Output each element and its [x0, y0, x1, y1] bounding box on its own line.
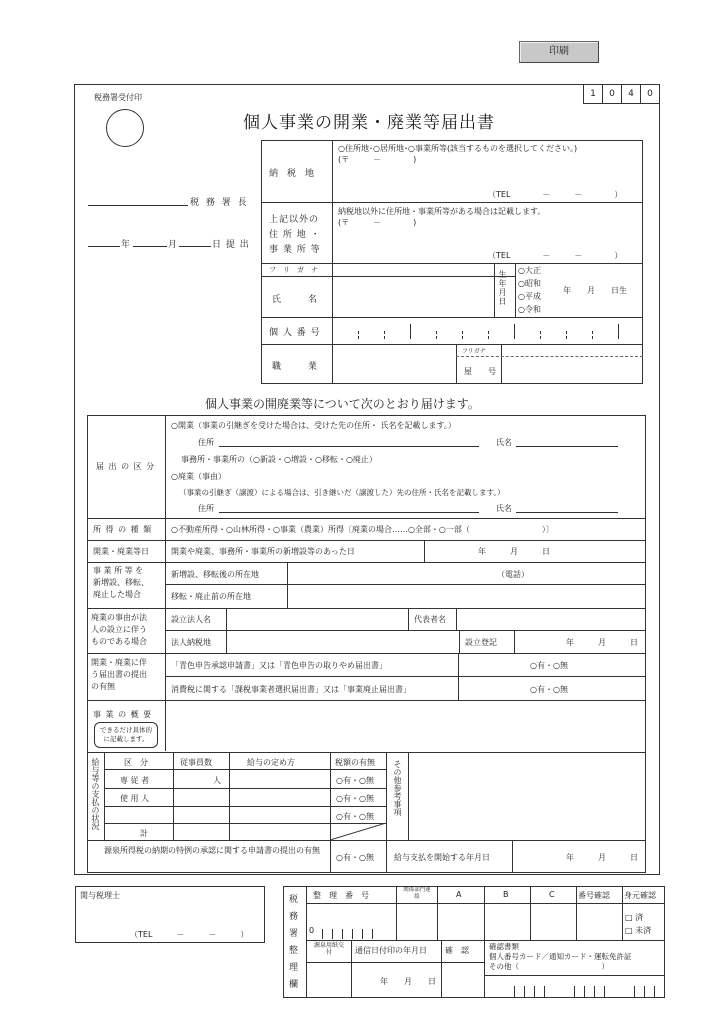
form-number-digit: 4 [621, 85, 640, 103]
shop-label: 屋 号 [464, 367, 496, 376]
date-text: 開業や廃業、事務所・事業所の新増設等のあった日 [171, 547, 355, 556]
cell-divider [330, 840, 331, 873]
row-total: 計 [140, 829, 148, 838]
salary-side-label: 給与等の支払の状況 [91, 758, 100, 830]
open-name-label: 氏名 [496, 438, 512, 447]
salary-divider [229, 752, 230, 840]
special-yes-no[interactable]: ○有・○無 [336, 853, 374, 862]
mynumber-label: 個 人 番 号 [269, 328, 321, 338]
row-line [104, 806, 386, 807]
era-taisho[interactable]: ○大正 [518, 266, 541, 275]
move-label-3: 廃止した場合 [93, 590, 141, 599]
number-check-label: 番号確認 [578, 891, 610, 900]
cell-divider [226, 608, 227, 653]
job-divider [456, 344, 457, 384]
corp-reg-label: 設立登記 [465, 638, 497, 647]
docs-label [91, 657, 147, 693]
other-label-2: 住 所 地 ・ [269, 230, 321, 240]
start-ymd[interactable]: 年 月 日 [566, 853, 638, 862]
row-line [87, 540, 646, 541]
row-family: 専 従 者 [120, 776, 150, 785]
docs-label-1: 開業・廃業に伴 [91, 658, 147, 667]
submit-year-field[interactable] [88, 246, 120, 247]
birth-label: 生年月日 [498, 270, 507, 306]
docs-check-other[interactable]: その他（ ） [489, 962, 609, 971]
col-b: B [503, 890, 509, 899]
family-tax-option[interactable]: ○有・○無 [336, 776, 374, 785]
docs-1-yes-no[interactable]: ○有・○無 [530, 661, 568, 670]
other-label-1: 上記以外の [269, 215, 320, 225]
print-button[interactable]: 印刷 [519, 41, 599, 63]
form-number-digit: 0 [602, 85, 621, 103]
kankei-label: 関係部門連 絡 [403, 887, 442, 900]
kakunin-label: 確 認 [445, 946, 469, 955]
row-line [87, 562, 646, 563]
close-option[interactable]: ○廃業（事由） [171, 472, 226, 481]
corp-name-label: 設立法人名 [171, 615, 211, 624]
era-reiwa[interactable]: ○令和 [518, 305, 541, 314]
row-line [306, 962, 484, 963]
submit-month-field[interactable] [133, 246, 167, 247]
corp-label [91, 612, 147, 648]
special-label: 源泉所得税の納期の特例の承認に関する申請書の提出の有無 [104, 846, 320, 855]
birth-divider [515, 263, 516, 317]
move-label [93, 565, 149, 601]
start-label: 給与支払を開始する年月日 [394, 853, 490, 862]
other-tel[interactable]: （TEL － － ） [488, 251, 623, 260]
income-options[interactable]: ○不動産所得・○山林所得・○事業（農業）所得〔廃業の場合……○全部・○一部（ ）〕 [171, 525, 554, 534]
other-ref-label: その他参考事項 [393, 760, 402, 816]
income-label: 所 得 の 種 類 [93, 525, 153, 534]
row-line [87, 518, 646, 519]
move-label-2: 新増設、移転、 [93, 578, 149, 587]
youshi-label: 源泉用紙交 付 [313, 942, 357, 956]
move-label-1: 事 業 所 等 を [93, 566, 144, 575]
employee-tax-option[interactable]: ○有・○無 [336, 794, 374, 803]
cell-divider [408, 608, 409, 630]
seiri-number-field[interactable] [318, 921, 388, 939]
submit-day-label: 日 提 出 [212, 240, 250, 250]
office-col-char: 署 [289, 929, 299, 939]
era-list[interactable] [518, 264, 541, 316]
cell-divider [622, 886, 623, 940]
place-postal[interactable]: (〒 － ) [338, 155, 417, 164]
close-note: （事業の引継ぎ（譲渡）による場合は、引き継いだ（譲渡した）先の住所・氏名を記載します。） [179, 488, 505, 497]
id-check-undone[interactable]: □ 未済 [625, 926, 652, 935]
blank-tax-option[interactable]: ○有・○無 [336, 812, 374, 821]
birth-ymd[interactable]: 年 月 日生 [563, 286, 627, 295]
move-phone[interactable]: （電話） [497, 570, 529, 579]
id-check-done[interactable]: □ 済 [625, 913, 644, 922]
taxpayer-block [261, 140, 643, 384]
row-line [306, 903, 665, 904]
corp-label-3: ものである場合 [91, 637, 147, 646]
open-option[interactable]: ○開業（事業の引継ぎを受けた場合は、受けた先の住所・ 氏名を記載します。） [171, 421, 456, 430]
other-note: 納税地以外に住所地・事業所等がある場合は記載します。 [338, 207, 546, 216]
move-old-label: 移転・廃止前の所在地 [171, 592, 251, 601]
row-line [165, 630, 646, 631]
shop-furigana-line [456, 356, 643, 357]
place-label: 納 税 地 [269, 169, 315, 179]
row-line [165, 676, 646, 677]
job-divider [501, 344, 502, 384]
summary-note: できるだけ具体的に記載します。 [94, 722, 158, 748]
submit-month-label: 月 [168, 240, 178, 250]
place-options[interactable]: ○住所地･○居所地･○事業所等(該当するものを選択してください。) [338, 144, 578, 153]
office-name-field[interactable] [88, 205, 188, 206]
seiri-label: 整 理 番 号 [313, 891, 369, 900]
docs-check-list: 個人番号カード／通知カード・運転免許証 [489, 952, 632, 961]
close-address-label: 住所 [198, 504, 214, 513]
col-kubun: 区 分 [124, 758, 148, 767]
office-change-options[interactable]: 事務所・事業所の（○新設・○増設・○移転・○廃止） [181, 455, 377, 464]
cell-divider [386, 840, 387, 873]
col-count: 従事員数 [180, 758, 212, 767]
docs-label-2: う届出書の提出 [91, 670, 147, 679]
open-name-field[interactable] [516, 446, 618, 447]
other-label-3: 事 業 所 等 [269, 245, 321, 255]
name-label: 氏 名 [272, 295, 318, 305]
cell-divider [512, 840, 513, 873]
tsushin-label: 通信日付印の年月日 [355, 946, 427, 955]
open-address-field[interactable] [219, 446, 479, 447]
corp-label-1: 廃業の事由が法 [91, 613, 147, 622]
row-employee: 使 用 人 [120, 794, 150, 803]
office-col-label [289, 892, 298, 994]
row-line [261, 202, 643, 203]
docs-label-3: の有無 [91, 682, 115, 691]
row-line [165, 584, 646, 585]
accountant-tel[interactable]: （TEL － － ） [130, 930, 249, 939]
corp-label-2: 人の設立に伴う [91, 625, 147, 634]
cell-divider [514, 630, 515, 653]
submit-day-field[interactable] [179, 246, 211, 247]
col-tax: 税額の有無 [335, 758, 375, 767]
stamp-label: 税務署受付印 [94, 93, 142, 102]
cell-divider [424, 540, 425, 562]
salary-divider [104, 752, 105, 840]
row-line [261, 263, 643, 264]
office-col-char: 欄 [289, 980, 299, 990]
form-number-digit: 1 [590, 89, 596, 99]
birth-divider [494, 263, 495, 317]
office-col-char: 務 [289, 912, 299, 922]
cell-divider [530, 886, 531, 940]
form-number-digit: 0 [640, 85, 659, 103]
docs-check-title: 確認書類 [489, 942, 519, 951]
cell-divider [396, 886, 397, 940]
corp-reg-ymd[interactable]: 年 月 日 [566, 638, 638, 647]
salary-divider [386, 752, 387, 840]
docs-blue-return: 「青色申告承認申請書」又は「青色申告の取りやめ届出書」 [171, 661, 387, 670]
row-line [104, 788, 386, 789]
furigana-label: フ リ ガ ナ [269, 266, 318, 274]
submit-year-label: 年 [121, 240, 131, 250]
era-showa[interactable]: ○昭和 [518, 279, 541, 288]
close-name-field[interactable] [516, 512, 618, 513]
total-tax-diagonal [330, 823, 386, 840]
office-col-char: 理 [289, 963, 299, 973]
date-label: 開業・廃業等日 [93, 547, 149, 556]
office-ymd[interactable]: 年 月 日 [380, 977, 436, 986]
docs-check [489, 942, 632, 972]
row-line [87, 608, 646, 609]
cell-divider [441, 940, 442, 998]
row-line [104, 769, 386, 770]
accountant-label: 関与税理士 [80, 891, 120, 900]
cell-divider [437, 886, 438, 940]
job-label: 職 業 [272, 362, 318, 372]
office-col-char: 税 [289, 895, 299, 905]
col-rule: 給与の定め方 [247, 758, 295, 767]
other-postal[interactable]: (〒 － ) [338, 218, 417, 227]
family-unit: 人 [213, 776, 221, 785]
type-label: 届 出 の 区 分 [96, 462, 156, 471]
mynumber-field[interactable] [333, 318, 643, 344]
row-line [261, 344, 643, 345]
close-name-label: 氏名 [496, 504, 512, 513]
seiri-zero: 0 [309, 926, 315, 935]
docs-consumption-tax: 消費税に関する「課税事業者選択届出書」又は「事業廃止届出書」 [171, 685, 411, 694]
id-check-label: 身元確認 [624, 891, 656, 900]
row-line [261, 276, 516, 277]
office-suffix: 税 務 署 長 [190, 198, 249, 208]
salary-divider [408, 752, 409, 840]
corp-place-label: 法人納税地 [171, 638, 211, 647]
move-new-label: 新増設、移転後の所在地 [171, 570, 259, 579]
salary-divider [173, 752, 174, 840]
cell-divider [576, 886, 577, 940]
cell-divider [287, 562, 288, 608]
cell-divider [459, 630, 460, 653]
col-c: C [549, 890, 555, 899]
form-title: 個人事業の開業・廃業等届出書 [243, 113, 495, 133]
close-address-field[interactable] [219, 512, 479, 513]
row-line [87, 840, 646, 841]
stamp-circle [106, 109, 144, 147]
shop-furigana: フリガナ [462, 348, 486, 355]
taxpayer-divider [332, 140, 333, 384]
place-tel[interactable]: （TEL － － ） [488, 190, 623, 199]
open-address-label: 住所 [198, 438, 214, 447]
row-line [87, 653, 646, 654]
cell-divider [458, 653, 459, 700]
row-line [87, 700, 646, 701]
col-a: A [456, 890, 462, 899]
era-heisei[interactable]: ○平成 [518, 292, 541, 301]
row-line [306, 940, 665, 941]
docs-number-field[interactable] [484, 976, 665, 998]
cell-divider [456, 608, 457, 630]
date-ymd[interactable]: 年 月 日 [478, 547, 550, 556]
form-number [583, 84, 660, 104]
corp-rep-label: 代表者名 [414, 615, 446, 624]
row-line [87, 752, 646, 753]
summary-label: 事 業 の 概 要 [93, 710, 153, 719]
docs-2-yes-no[interactable]: ○有・○無 [530, 685, 568, 694]
office-col-char: 整 [289, 946, 299, 956]
intro-text: 個人事業の開廃業等について次のとおり届けます。 [205, 397, 480, 411]
